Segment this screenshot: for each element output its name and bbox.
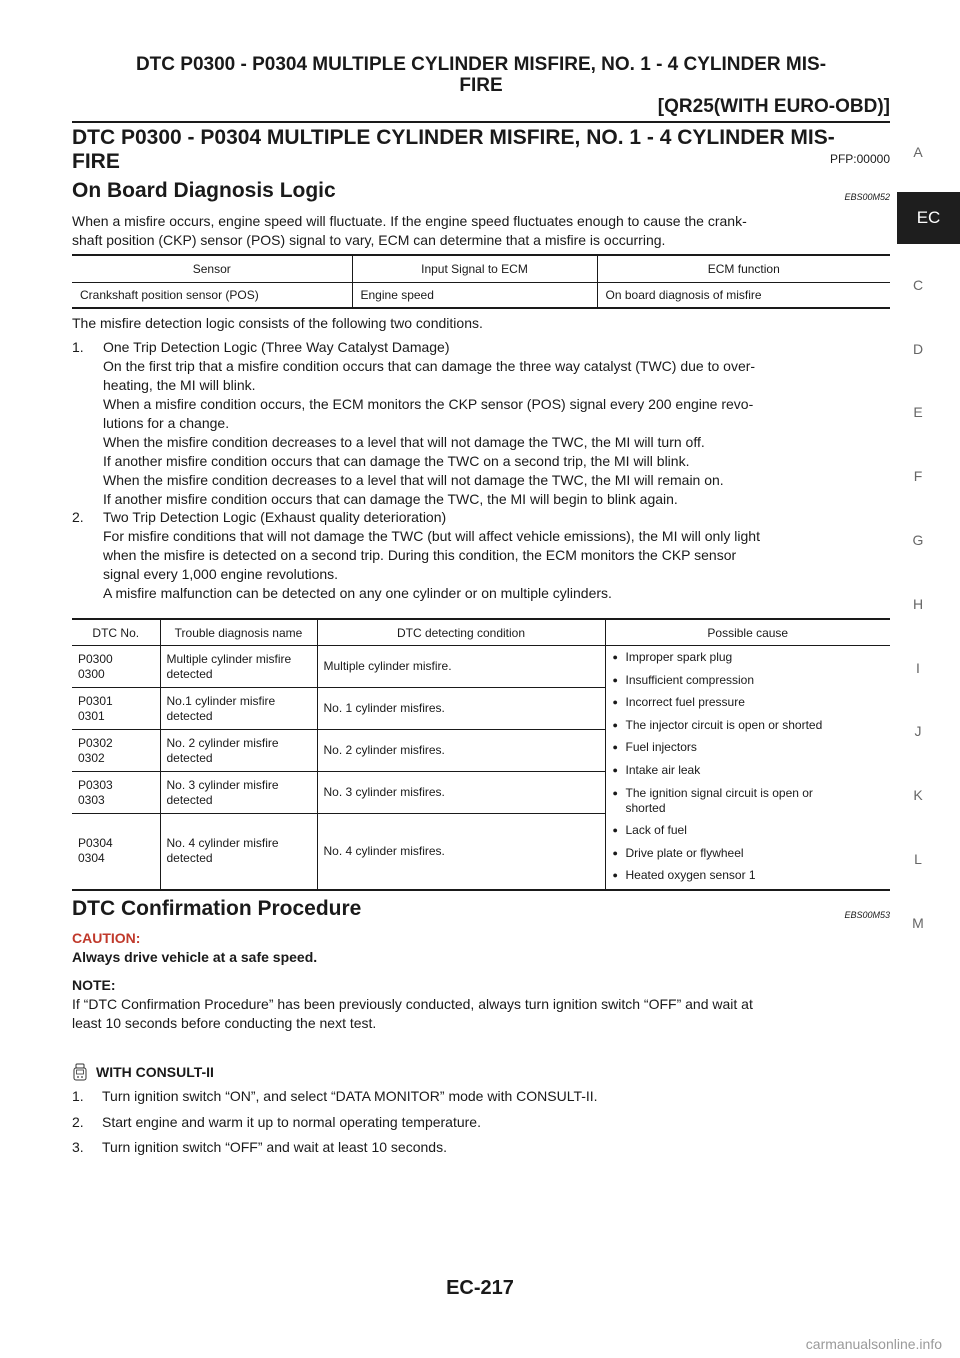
- intro-line: When a misfire occurs, engine speed will fluctuate. If the engine speed fluctuates enough to cause the crank-: [72, 213, 747, 229]
- section-tab-h[interactable]: H: [912, 596, 924, 612]
- watermark: carmanualsonline.info: [805, 1336, 942, 1352]
- possible-cause-item: ● Incorrect fuel pressure: [612, 695, 890, 710]
- dtc-name-cell: [160, 730, 317, 772]
- list-line: If another misfire condition occurs that can damage the TWC, the MI will begin to blink again.: [103, 491, 678, 507]
- sensor-table-header-row: [72, 255, 890, 283]
- possible-cause-item: ● Drive plate or flywheel: [612, 846, 890, 861]
- pfp-code: PFP:00000: [829, 152, 890, 166]
- section-tab-j[interactable]: J: [914, 723, 922, 739]
- table-row: [72, 646, 890, 688]
- dtc-name-cell: [160, 814, 317, 890]
- running-header-line1: DTC P0300 - P0304 MULTIPLE CYLINDER MISFIRE, NO. 1 - 4 CYLINDER MIS-: [135, 54, 827, 75]
- list-line: If another misfire condition occurs that can damage the TWC on a second trip, the MI will blink.: [103, 453, 690, 469]
- list-line: signal every 1,000 engine revolutions.: [103, 566, 339, 582]
- section-tab-g[interactable]: G: [912, 532, 924, 548]
- page-title-line1: DTC P0300 - P0304 MULTIPLE CYLINDER MISFIRE, NO. 1 - 4 CYLINDER MIS-: [72, 126, 835, 149]
- note-label: NOTE:: [72, 977, 116, 993]
- list-line: On the first trip that a misfire condition occurs that can damage the three way catalyst (TWC) due to over-: [103, 358, 756, 374]
- header-rule: [72, 121, 890, 123]
- dtc-name: detected: [166, 666, 213, 681]
- possible-cause-item: ● Lack of fuel: [612, 823, 890, 838]
- dtc-code-cell: [72, 814, 160, 890]
- dtc-name: No. 2 cylinder misfire: [166, 735, 279, 750]
- section-code-confirmation: EBS00M53: [844, 910, 890, 920]
- step-number: 2.: [72, 1114, 84, 1130]
- dtc-code-short: 0300: [78, 666, 105, 681]
- list-line: A misfire malfunction can be detected on any one cylinder or on multiple cylinders.: [103, 585, 612, 601]
- section-tab-e[interactable]: E: [913, 404, 923, 420]
- dtc-name: detected: [166, 750, 213, 765]
- section-heading-confirmation: DTC Confirmation Procedure: [72, 897, 362, 920]
- possible-cause-item: ● The injector circuit is open or shorted: [612, 718, 890, 733]
- step-text: Start engine and warm it up to normal operating temperature.: [102, 1114, 481, 1130]
- sensor-table-cell: On board diagnosis of misfire: [597, 283, 890, 309]
- note-block: [72, 976, 890, 1033]
- list-line: heating, the MI will blink.: [103, 377, 256, 393]
- caution-block: [72, 929, 890, 967]
- logic-intro: The misfire detection logic consists of the following two conditions.: [72, 315, 483, 331]
- running-header-line2: FIRE: [459, 75, 503, 96]
- dtc-code: P0303: [78, 777, 113, 792]
- sensor-table-header: Input Signal to ECM: [352, 255, 597, 283]
- dtc-code-short: 0303: [78, 792, 105, 807]
- section-tab-c[interactable]: C: [912, 277, 924, 293]
- logic-item-1: [72, 338, 890, 509]
- section-tab-ec-label: EC: [916, 208, 941, 227]
- dtc-name: No. 3 cylinder misfire: [166, 777, 279, 792]
- section-tab-k[interactable]: K: [913, 787, 923, 803]
- dtc-code-cell: [72, 646, 160, 688]
- dtc-condition-cell: No. 4 cylinder misfires.: [317, 814, 605, 890]
- dtc-table-header: Possible cause: [605, 619, 890, 646]
- sensor-table-cell: Engine speed: [352, 283, 597, 309]
- dtc-table: [72, 618, 890, 891]
- list-line: lutions for a change.: [103, 415, 230, 431]
- page-title-line2: FIRE: [72, 150, 120, 173]
- dtc-code: P0302: [78, 735, 113, 750]
- intro-line: shaft position (CKP) sensor (POS) signal to vary, ECM can determine that a misfire is occurring.: [72, 232, 666, 248]
- possible-cause-item: ● Improper spark plug: [612, 650, 890, 665]
- section-tab-l[interactable]: L: [914, 851, 922, 867]
- page-number: EC-217: [446, 1277, 514, 1299]
- section-heading-diagnosis-logic: On Board Diagnosis Logic: [72, 179, 336, 202]
- dtc-name: Multiple cylinder misfire: [166, 651, 292, 666]
- dtc-name-cell: [160, 646, 317, 688]
- list-line: One Trip Detection Logic (Three Way Catalyst Damage): [103, 339, 450, 355]
- note-line: least 10 seconds before conducting the next test.: [72, 1015, 377, 1031]
- dtc-code-cell: [72, 772, 160, 814]
- page-title: [72, 126, 890, 174]
- dtc-name-cell: [160, 688, 317, 730]
- possible-cause-item: ● Insufficient compression: [612, 673, 890, 688]
- possible-cause-item: ● Heated oxygen sensor 1: [612, 868, 890, 883]
- caution-text: Always drive vehicle at a safe speed.: [72, 949, 318, 965]
- list-line: When the misfire condition decreases to a level that will not damage the TWC, the MI will turn off.: [103, 434, 705, 450]
- dtc-code-cell: [72, 730, 160, 772]
- section-tab-ec-active[interactable]: [897, 192, 960, 244]
- possible-cause-item: ● Intake air leak: [612, 763, 890, 778]
- list-line: When a misfire condition occurs, the ECM monitors the CKP sensor (POS) signal every 200 engine revo-: [103, 396, 754, 412]
- dtc-condition-cell: Multiple cylinder misfire.: [317, 646, 605, 688]
- step-number: 3.: [72, 1139, 84, 1155]
- step-text: Turn ignition switch “ON”, and select “DATA MONITOR” mode with CONSULT-II.: [102, 1088, 598, 1104]
- dtc-table-header-row: [72, 619, 890, 646]
- procedure-step-2: [72, 1113, 890, 1132]
- dtc-code: P0301: [78, 693, 113, 708]
- note-line: If “DTC Confirmation Procedure” has been previously conducted, always turn ignition switch “OFF” and wait at: [72, 996, 753, 1012]
- possible-cause-cell: [605, 646, 890, 890]
- dtc-name: No. 4 cylinder misfire: [166, 836, 279, 851]
- dtc-code: P0304: [78, 836, 113, 851]
- list-line: For misfire conditions that will not damage the TWC (but will affect vehicle emissions), the MI will only light: [103, 528, 760, 544]
- dtc-code-short: 0302: [78, 750, 105, 765]
- possible-cause-continuation: shorted: [625, 800, 666, 815]
- list-number: 1.: [72, 339, 84, 355]
- dtc-table-header: DTC No.: [72, 619, 160, 646]
- caution-label: CAUTION:: [72, 930, 141, 946]
- dtc-name: No.1 cylinder misfire: [166, 693, 276, 708]
- dtc-table-header: Trouble diagnosis name: [160, 619, 317, 646]
- section-tab-m[interactable]: M: [912, 915, 924, 931]
- list-number: 2.: [72, 509, 84, 525]
- running-header-subtitle: [QR25(WITH EURO-OBD)]: [657, 96, 890, 117]
- section-tab-a[interactable]: A: [913, 144, 923, 160]
- dtc-condition-cell: No. 1 cylinder misfires.: [317, 688, 605, 730]
- section-code-diagnosis-logic: EBS00M52: [844, 192, 890, 202]
- dtc-code-short: 0304: [78, 851, 105, 866]
- step-text: Turn ignition switch “OFF” and wait at least 10 seconds.: [102, 1139, 447, 1155]
- dtc-name: detected: [166, 792, 213, 807]
- logic-item-2: [72, 508, 890, 603]
- dtc-condition-cell: No. 3 cylinder misfires.: [317, 772, 605, 814]
- dtc-table-header: DTC detecting condition: [317, 619, 605, 646]
- procedure-step-3: [72, 1138, 890, 1157]
- dtc-code: P0300: [78, 651, 113, 666]
- running-header: [72, 54, 890, 96]
- section-tab-d[interactable]: D: [912, 341, 924, 357]
- sensor-table-header: Sensor: [72, 255, 352, 283]
- consult-tool-icon: [72, 1063, 88, 1081]
- list-line: Two Trip Detection Logic (Exhaust quality deterioration): [103, 509, 447, 525]
- list-line: when the misfire is detected on a second trip. During this condition, the ECM monitors the CKP sensor: [103, 547, 737, 563]
- dtc-condition-cell: No. 2 cylinder misfires.: [317, 730, 605, 772]
- possible-cause-item: ● The ignition signal circuit is open or: [612, 786, 890, 801]
- list-line: When the misfire condition decreases to a level that will not damage the TWC, the MI will remain on.: [103, 472, 724, 488]
- dtc-code-cell: [72, 688, 160, 730]
- sensor-table-header: ECM function: [597, 255, 890, 283]
- step-number: 1.: [72, 1088, 84, 1104]
- intro-paragraph: [72, 212, 890, 250]
- section-tab-f[interactable]: F: [913, 468, 923, 484]
- procedure-step-1: [72, 1087, 890, 1106]
- dtc-name-cell: [160, 772, 317, 814]
- dtc-code-short: 0301: [78, 708, 105, 723]
- dtc-name: detected: [166, 708, 213, 723]
- sensor-table: [72, 254, 890, 309]
- sensor-table-cell: Crankshaft position sensor (POS): [72, 283, 352, 309]
- dtc-name: detected: [166, 851, 213, 866]
- possible-cause-item: ● Fuel injectors: [612, 740, 890, 755]
- consult-heading: WITH CONSULT-II: [96, 1064, 214, 1080]
- table-row: [72, 283, 890, 309]
- section-tab-i[interactable]: I: [916, 660, 920, 676]
